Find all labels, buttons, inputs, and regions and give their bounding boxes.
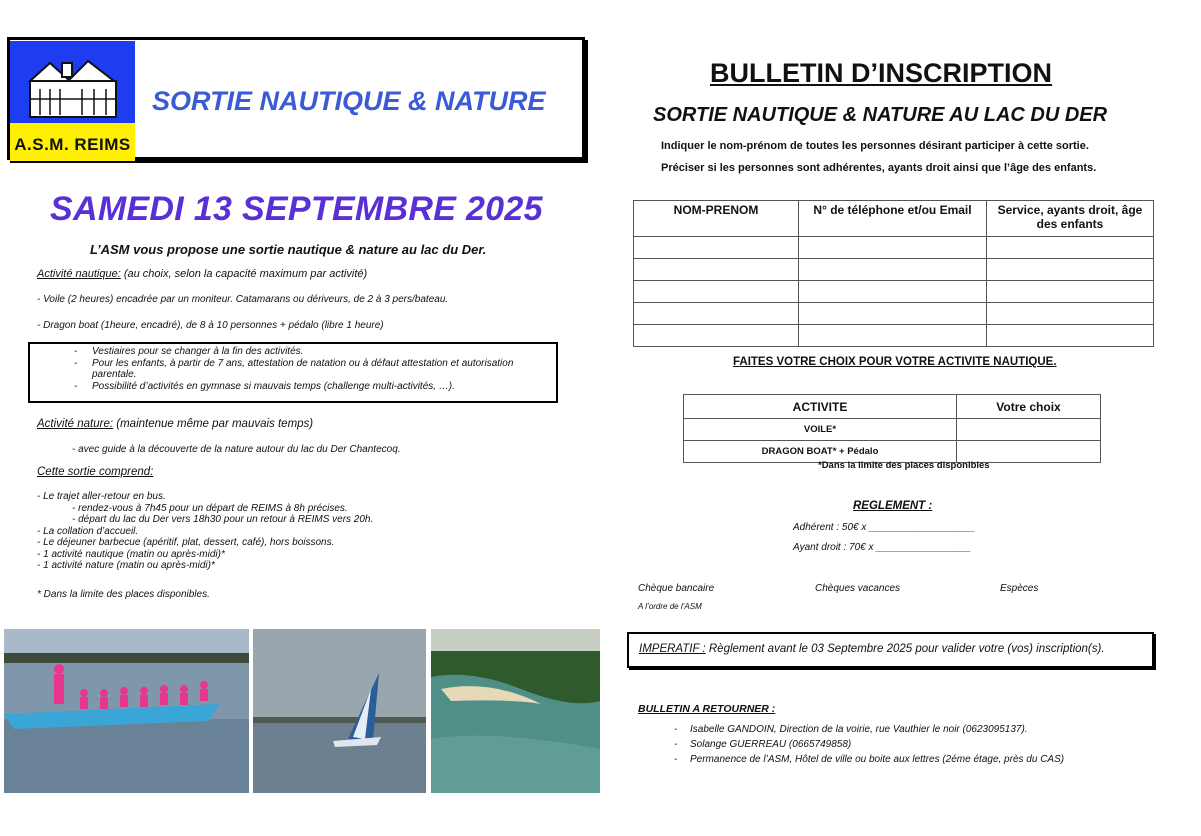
col-header: Service, ayants droit, âge des enfants <box>987 201 1154 237</box>
ayant-droit-price: Ayant droit : 70€ x _________________ <box>793 542 971 553</box>
bulletin-subtitle: SORTIE NAUTIQUE & NATURE AU LAC DU DER <box>653 104 1108 126</box>
adherent-price: Adhérent : 50€ x ___________________ <box>793 522 975 533</box>
comprend-list: - Le trajet aller-retour en bus. - rendez-vous à 7h45 pour un départ de REIMS à 8h précises. - départ du lac du Der vers 18h30 pour un retour à REIMS vers 20h. - La collation d’accueil. - Le déjeuner barbecue (apéritif, plat, dessert, café), hors boissons. - 1 activité nautique (matin ou après-midi)* - 1 activité nature (matin ou après-midi)* <box>37 491 374 571</box>
payment-especes: Espèces <box>1000 583 1039 594</box>
limit-note: * Dans la limite des places disponibles. <box>37 589 210 600</box>
payment-cheque-note: A l’ordre de l’ASM <box>638 602 702 611</box>
comprend-heading: Cette sortie comprend: <box>37 466 154 478</box>
intro-text: L’ASM vous propose une sortie nautique & nature au lac du Der. <box>90 242 487 257</box>
info-item: - Vestiaires pour se changer à la fin des activités. <box>92 346 556 358</box>
date-title: SAMEDI 13 SEPTEMBRE 2025 <box>50 190 543 228</box>
asm-reims-logo <box>10 41 135 161</box>
table-row <box>684 419 1101 441</box>
choice-title: FAITES VOTRE CHOIX POUR VOTRE ACTIVITE NAUTIQUE. <box>733 356 1057 368</box>
payment-vacances: Chèques vacances <box>815 583 901 594</box>
activity-table <box>683 394 1101 463</box>
table-row <box>634 325 1154 347</box>
imperatif-text: Règlement avant le 03 Septembre 2025 pour valider votre (vos) inscription(s). <box>705 643 1105 655</box>
table-row <box>634 303 1154 325</box>
table-row <box>634 281 1154 303</box>
info-item: - Pour les enfants, à partir de 7 ans, attestation de natation ou à défaut attestation et autorisation parentale. <box>92 358 556 381</box>
activity-note: *Dans la limite des places disponibles <box>818 460 990 471</box>
list-item: - Permanence de l’ASM, Hôtel de ville ou boite aux lettres (2éme étage, près du CAS) <box>638 752 1158 767</box>
dragon-boat-photo <box>4 629 249 793</box>
list-item: - Isabelle GANDOIN, Direction de la voirie, rue Vauthier le noir (0623095137). <box>638 722 1158 737</box>
col-header: N° de téléphone et/ou Email <box>799 201 987 237</box>
logo-text: A.S.M. REIMS <box>14 135 131 154</box>
instruction-2: Préciser si les personnes sont adhérentes, ayants droit ainsi que l’âge des enfants. <box>661 162 1097 174</box>
activity-name: VOILE* <box>684 419 957 441</box>
col-header: NOM-PRENOM <box>634 201 799 237</box>
imperatif-box <box>627 632 1154 668</box>
table-row <box>634 259 1154 281</box>
dragon-line: - Dragon boat (1heure, encadré), de 8 à 10 personnes + pédalo (libre 1 heure) <box>37 320 384 331</box>
activity-name: DRAGON BOAT* + Pédalo <box>684 441 957 463</box>
castle-icon <box>10 41 135 123</box>
payment-cheque: Chèque bancaire <box>638 583 715 594</box>
table-row <box>634 237 1154 259</box>
lake-aerial-photo <box>431 629 600 793</box>
col-header: ACTIVITE <box>684 395 957 419</box>
reglement-title: REGLEMENT : <box>853 500 933 512</box>
info-item: - Possibilité d’activités en gymnase si mauvais temps (challenge multi-activités, …). <box>92 381 556 393</box>
sailing-photo <box>253 629 426 793</box>
instruction-1: Indiquer le nom-prénom de toutes les personnes désirant participer à cette sortie. <box>661 140 1089 152</box>
bulletin-title: BULLETIN D’INSCRIPTION <box>710 58 1052 88</box>
choice-cell[interactable] <box>957 419 1101 441</box>
nature-guide: - avec guide à la découverte de la nature autour du lac du Der Chantecoq. <box>72 444 401 455</box>
registration-table <box>633 200 1154 347</box>
col-header: Votre choix <box>957 395 1101 419</box>
imperatif-label: IMPERATIF : <box>639 643 706 655</box>
info-box <box>28 342 558 403</box>
header-title: SORTIE NAUTIQUE & NATURE <box>152 86 546 116</box>
retour-title: BULLETIN A RETOURNER : <box>638 703 776 715</box>
list-item: - Solange GUERREAU (0665749858) <box>638 737 1158 752</box>
nautique-heading: Activité nautique: (au choix, selon la capacité maximum par activité) <box>37 268 368 280</box>
nature-heading: Activité nature: (maintenue même par mauvais temps) <box>37 418 314 430</box>
voile-line: - Voile (2 heures) encadrée par un moniteur. Catamarans ou dériveurs, de 2 à 3 pers/bateau. <box>37 294 449 305</box>
retour-list <box>638 722 1158 767</box>
